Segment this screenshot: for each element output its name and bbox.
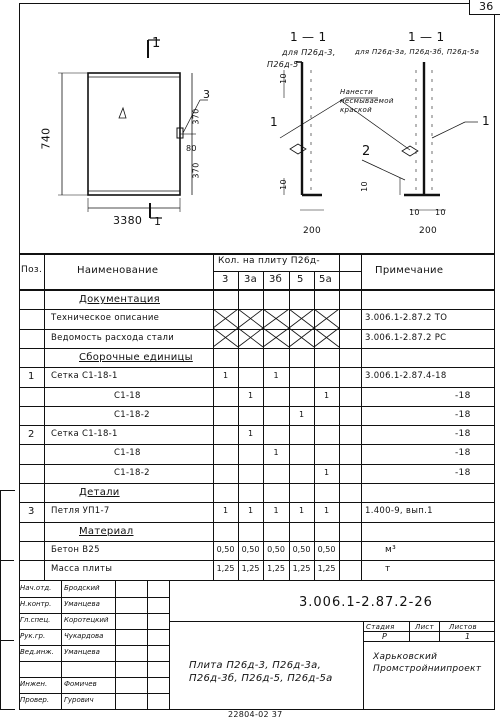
row-name: С1-18 [114,448,141,459]
section-b-note: Нанести несмываемой краской [340,88,394,114]
stage-value: Р [382,632,388,641]
dim-height-label: 740 [39,127,53,150]
sheets-label: Листов [449,623,477,631]
header-pos: Поз. [21,265,43,275]
section-b-subtitle: для П26д-3а, П26д-3б, П26д-5а [355,48,480,56]
row-qty: 1 [323,467,330,477]
row-name: Сборочные единицы [79,351,193,363]
section-a-dim-200: 200 [303,226,322,236]
section-mark-top: 1 [152,36,161,51]
row-note: -18 [455,390,471,401]
staff-name: Уманцева [64,648,100,656]
row-name: Детали [79,487,120,498]
dim-upper-label: 370 [191,108,201,125]
sheet-number: 36 [479,0,494,13]
row-qty: 0,50 [216,544,235,554]
spec-table [19,253,495,580]
row-qty: 1 [273,448,279,458]
crossed-cells [213,309,361,348]
col-3: 3 [222,274,229,285]
org-name: Харьковский Промстройниипроект [373,652,482,674]
row-qty: 1 [247,390,254,400]
stage-label: Стадия [366,623,395,631]
row-name: С1-18 [114,390,141,401]
dim-width-label: 3380 [113,214,143,227]
row-note: -18 [455,467,471,478]
row-qty: 0,50 [317,544,336,554]
product-title: Плита П26д-3, П26д-3а, П26д-3б, П26д-5, П26д-5а [189,660,333,684]
sheet-label: Лист [415,623,434,631]
row-note: -18 [455,448,471,459]
section-a-dim-10a: 10 [278,73,288,84]
section-b-title: 1 — 1 [408,30,445,44]
row-qty: 1 [273,371,279,381]
row-note: -18 [455,409,471,420]
row-note: т [385,564,391,575]
staff-role: Вед.инж. [20,648,54,656]
section-b-dim-10c: 10 [435,208,446,217]
section-a-title: 1 — 1 [290,30,327,44]
row-qty: 0,50 [241,544,260,554]
row-name: Бетон В25 [51,544,100,555]
section-b-callout-2: 2 [362,144,371,159]
row-name: С1-18-2 [114,467,150,478]
row-name: Петля УП1-7 [51,506,110,517]
section-b-dim-10b: 10 [409,208,420,217]
row-qty: 1 [222,506,229,516]
col-5a: 5а [319,274,333,285]
staff-name: Уманцева [64,600,100,608]
staff-role: Рук.гр. [20,632,46,640]
title-block [19,580,495,709]
row-name: Сетка С1-18-1 [51,371,118,382]
row-note: -18 [455,429,471,440]
staff-role: Н.контр. [20,600,52,608]
section-mark-bottom: 1 [154,215,162,228]
section-b-dim-200: 200 [419,226,438,236]
staff-role: Провер. [20,696,50,704]
row-qty: 1,25 [292,564,311,574]
row-pos: 1 [28,371,35,383]
footer-code: 22804-02 37 [228,710,283,719]
col-3a: 3а [244,274,258,285]
row-qty: 1 [222,371,229,381]
header-note: Примечание [375,265,444,276]
row-name: Документация [79,294,160,305]
section-a-dim-10b: 10 [278,179,288,190]
row-qty: 1,25 [216,564,235,574]
dim-80-label: 80 [186,144,197,153]
row-qty: 1 [298,409,305,419]
row-qty: 1 [247,506,254,516]
row-name: Техническое описание [51,313,160,324]
row-name: Масса плиты [51,564,113,575]
row-name: Ведомость расхода стали [51,332,175,343]
row-name: Сетка С1-18-1 [51,429,118,440]
section-b-dim-10a: 10 [359,181,369,192]
row-qty: 0,50 [267,544,285,554]
col-3b: 3б [269,274,283,285]
row-pos: 2 [28,429,35,441]
row-qty: 1 [323,506,330,516]
row-name: Материал [79,525,134,537]
row-qty: 1 [298,506,305,516]
staff-name: Фомичев [64,680,97,688]
section-a-callout-1: 1 [270,115,278,129]
staff-name: Коротецкий [64,616,109,624]
row-note: м³ [385,544,396,555]
row-note: 1.400-9, вып.1 [365,506,433,517]
section-b-callout-1: 1 [482,114,490,128]
col-5: 5 [297,274,304,285]
staff-role: Гл.спец. [20,616,51,624]
row-note: 3.006.1-2.87.2 ТО [365,313,448,324]
row-qty: 1 [273,506,279,516]
callout-3: 3 [203,88,211,101]
section-a-subtitle2: П26д-5 [267,60,299,69]
header-name: Наименование [77,265,159,276]
row-qty: 1,25 [241,564,260,574]
row-qty: 0,50 [292,544,311,554]
row-qty: 1 [247,429,254,439]
dim-lower-label: 370 [191,162,201,179]
plan-view [58,40,211,218]
row-qty: 1 [323,390,330,400]
row-qty: 1,25 [317,564,336,574]
staff-name: Гурович [64,696,94,704]
row-qty: 1,25 [267,564,285,574]
row-note: 3.006.1-2.87.2 РС [365,332,447,343]
staff-role: Нач.отд. [20,584,52,592]
doc-code: 3.006.1-2.87.2-26 [299,595,433,610]
staff-name: Бродский [64,584,100,592]
row-name: С1-18-2 [114,409,150,420]
staff-role: Инжен. [20,680,48,688]
staff-name: Чукардова [64,632,104,640]
section-a-subtitle: для П26д-3, [282,48,336,57]
row-note: 3.006.1-2.87.4-18 [365,371,447,382]
binding-strip [0,490,15,710]
header-qty: Кол. на плиту П26д- [218,256,320,266]
row-pos: 3 [28,506,35,518]
sheets-value: 1 [465,632,471,641]
